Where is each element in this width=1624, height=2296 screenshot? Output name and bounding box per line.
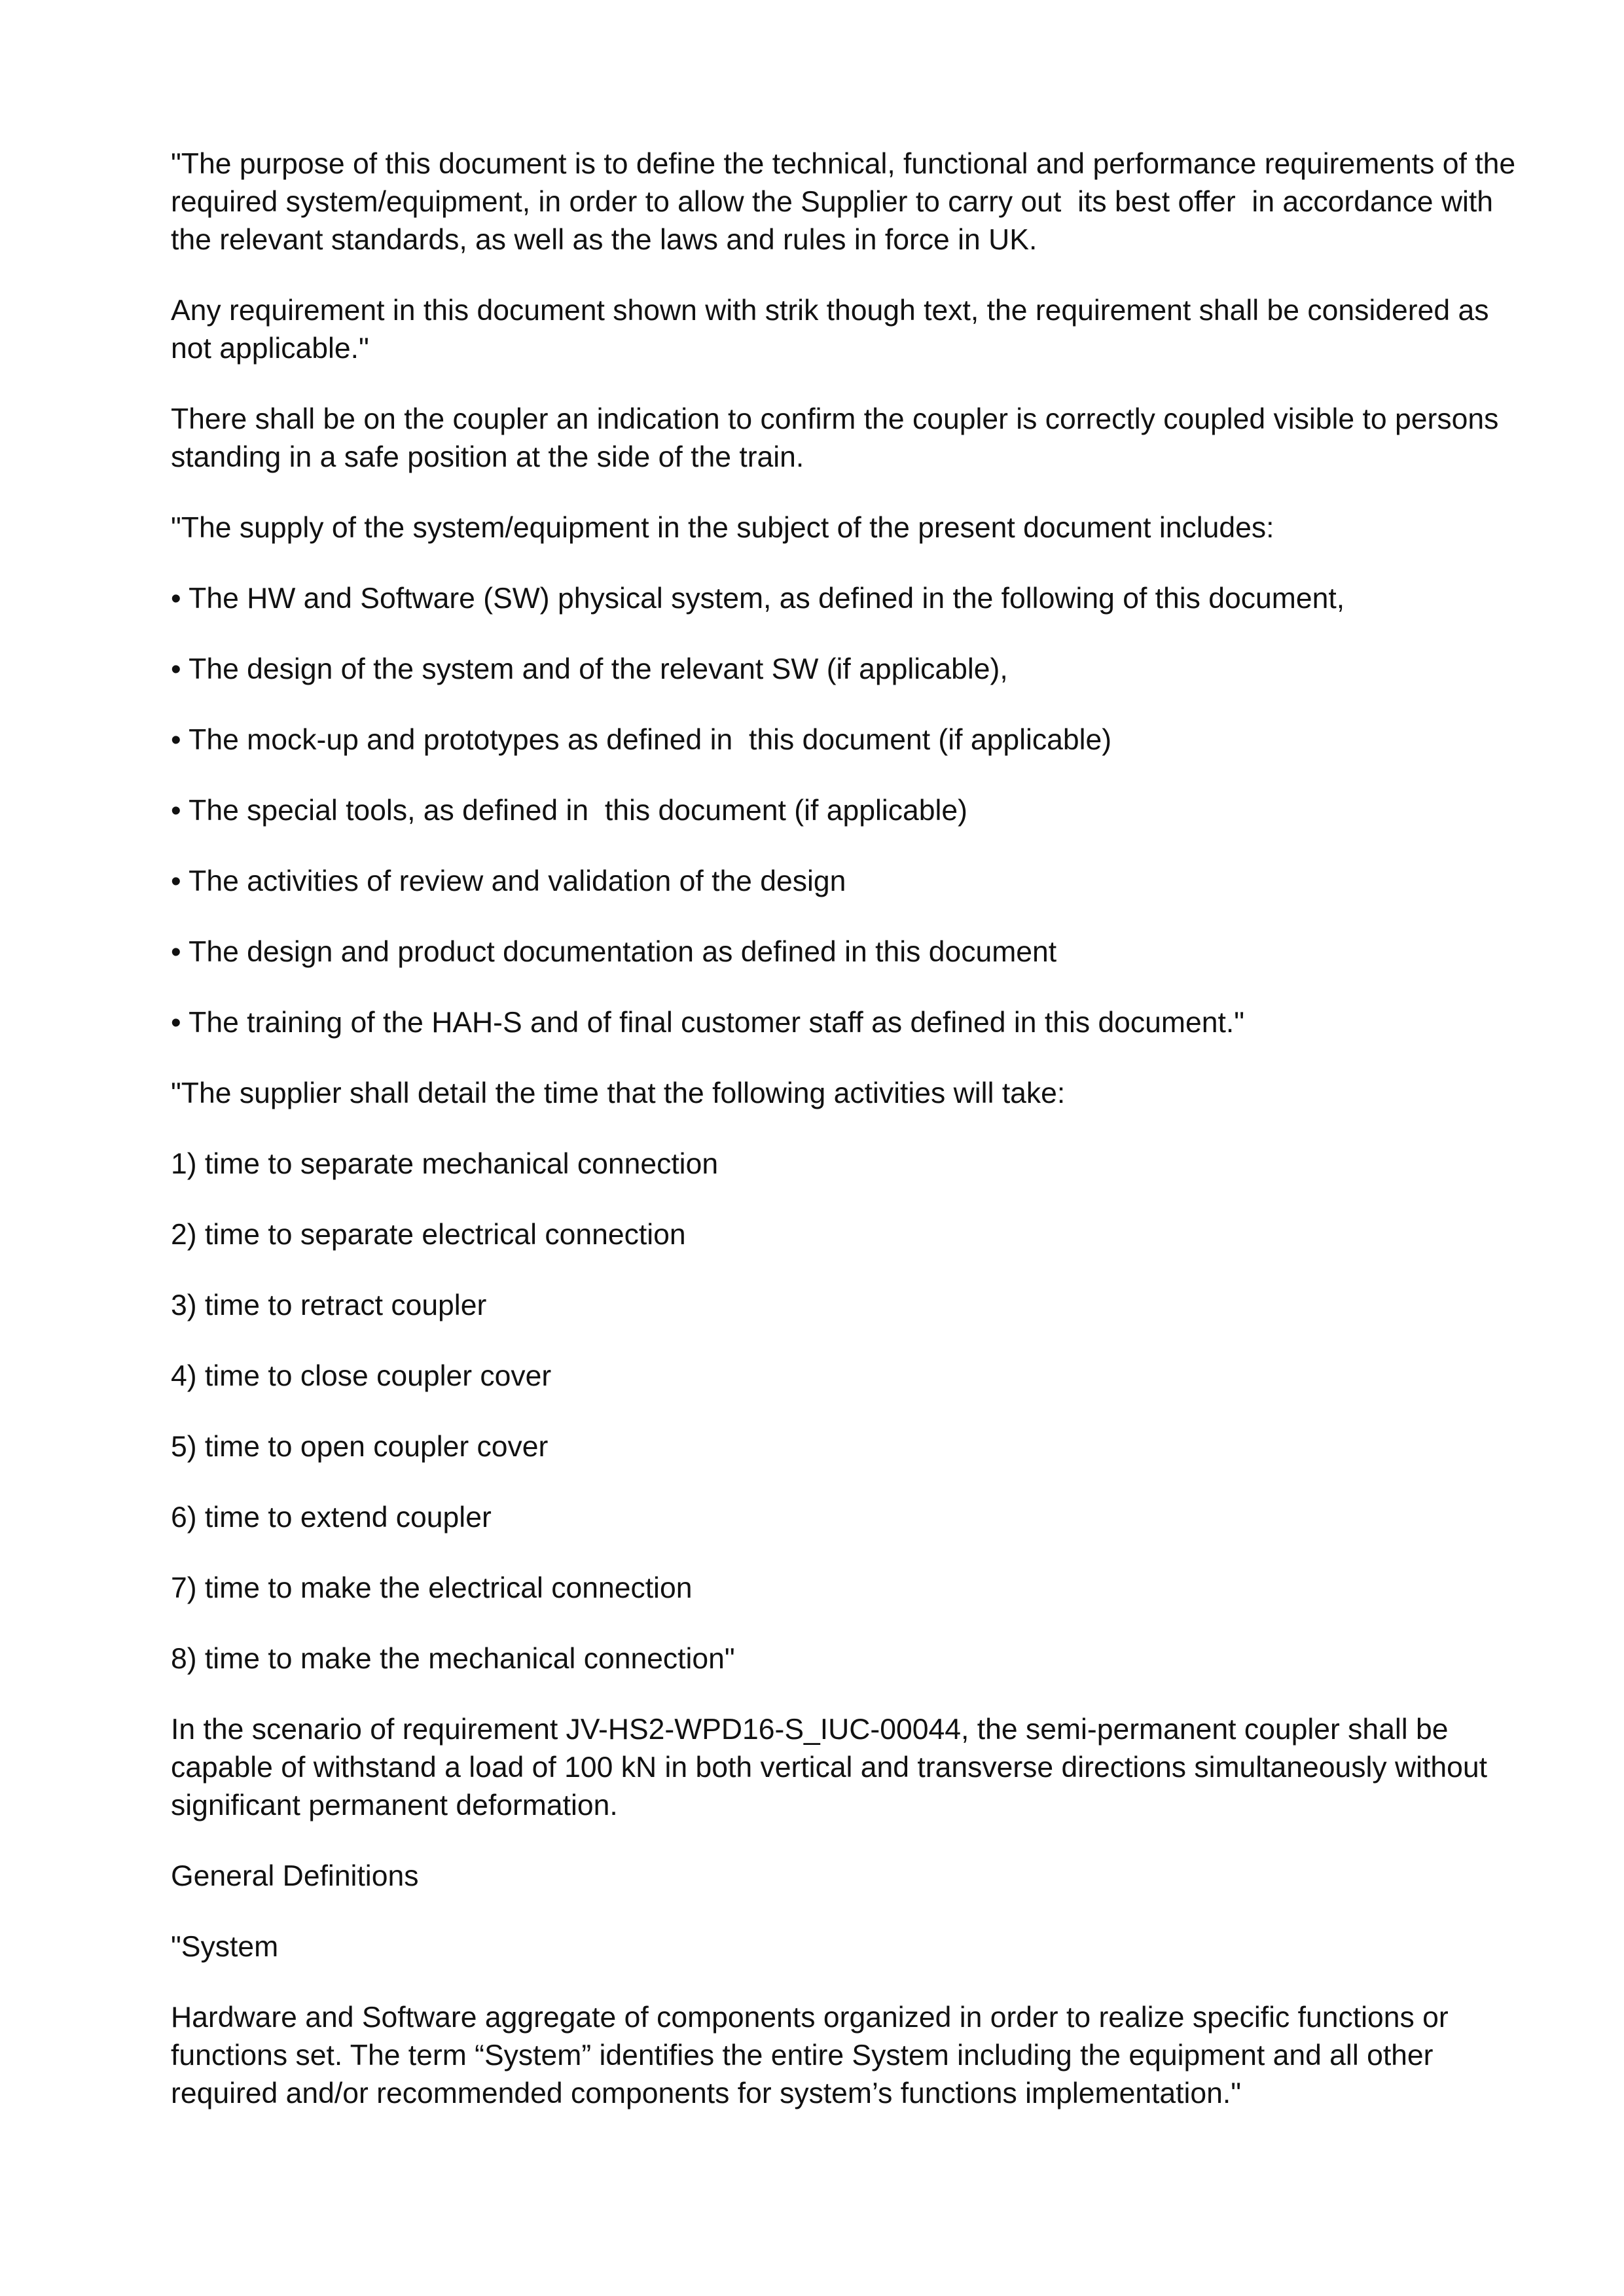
activity-item-2: 2) time to separate electrical connection [171, 1219, 686, 1251]
activity-item-5: 5) time to open coupler cover [171, 1431, 549, 1463]
activity-item-6: 6) time to extend coupler [171, 1501, 492, 1534]
activities-intro-paragraph: "The supplier shall detail the time that the following activities will take: [171, 1077, 1066, 1109]
activity-item-3: 3) time to retract coupler [171, 1289, 487, 1321]
strikethrough-note-paragraph: Any requirement in this document shown with strik though text, the requirement shall be considered as not applicable." [171, 295, 1497, 365]
system-term-label: "System [171, 1931, 279, 1963]
supply-item-training: • The training of the HAH-S and of final customer staff as defined in this document." [171, 1007, 1245, 1039]
supply-intro-paragraph: "The supply of the system/equipment in the subject of the present document includes: [171, 512, 1274, 544]
supply-item-special-tools: • The special tools, as defined in this document (if applicable) [171, 795, 967, 827]
activity-item-7: 7) time to make the electrical connection [171, 1572, 693, 1604]
supply-item-mockup: • The mock-up and prototypes as defined in this document (if applicable) [171, 724, 1112, 756]
supply-item-documentation: • The design and product documentation as defined in this document [171, 936, 1057, 968]
activity-item-1: 1) time to separate mechanical connection [171, 1148, 719, 1180]
system-definition-paragraph: Hardware and Software aggregate of components organized in order to realize specific functions or functions set. The term “System” identifies the entire System including the equipment and all other required and/or recommended components for system’s functions implementation." [171, 2001, 1457, 2109]
supply-item-review: • The activities of review and validation of the design [171, 865, 846, 897]
general-definitions-heading: General Definitions [171, 1860, 419, 1892]
document-body [171, 145, 1524, 2145]
activity-item-4: 4) time to close coupler cover [171, 1360, 552, 1392]
coupler-indication-paragraph: There shall be on the coupler an indication to confirm the coupler is correctly coupled visible to persons standing in a safe position at the side of the train. [171, 403, 1507, 473]
purpose-paragraph: "The purpose of this document is to define the technical, functional and performance requirements of the required system/equipment, in order to allow the Supplier to carry out its best offer in accordance with the relevant standards, as well as the laws and rules in force in UK. [171, 148, 1524, 256]
supply-item-design: • The design of the system and of the relevant SW (if applicable), [171, 653, 1008, 685]
load-requirement-paragraph: In the scenario of requirement JV-HS2-WPD16-S_IUC-00044, the semi-permanent coupler shall be capable of withstand a load of 100 kN in both vertical and transverse directions simultaneously without significant permanent deformation. [171, 1713, 1496, 1821]
supply-item-hw-sw: • The HW and Software (SW) physical system, as defined in the following of this document, [171, 583, 1345, 615]
activity-item-8: 8) time to make the mechanical connection" [171, 1643, 735, 1675]
